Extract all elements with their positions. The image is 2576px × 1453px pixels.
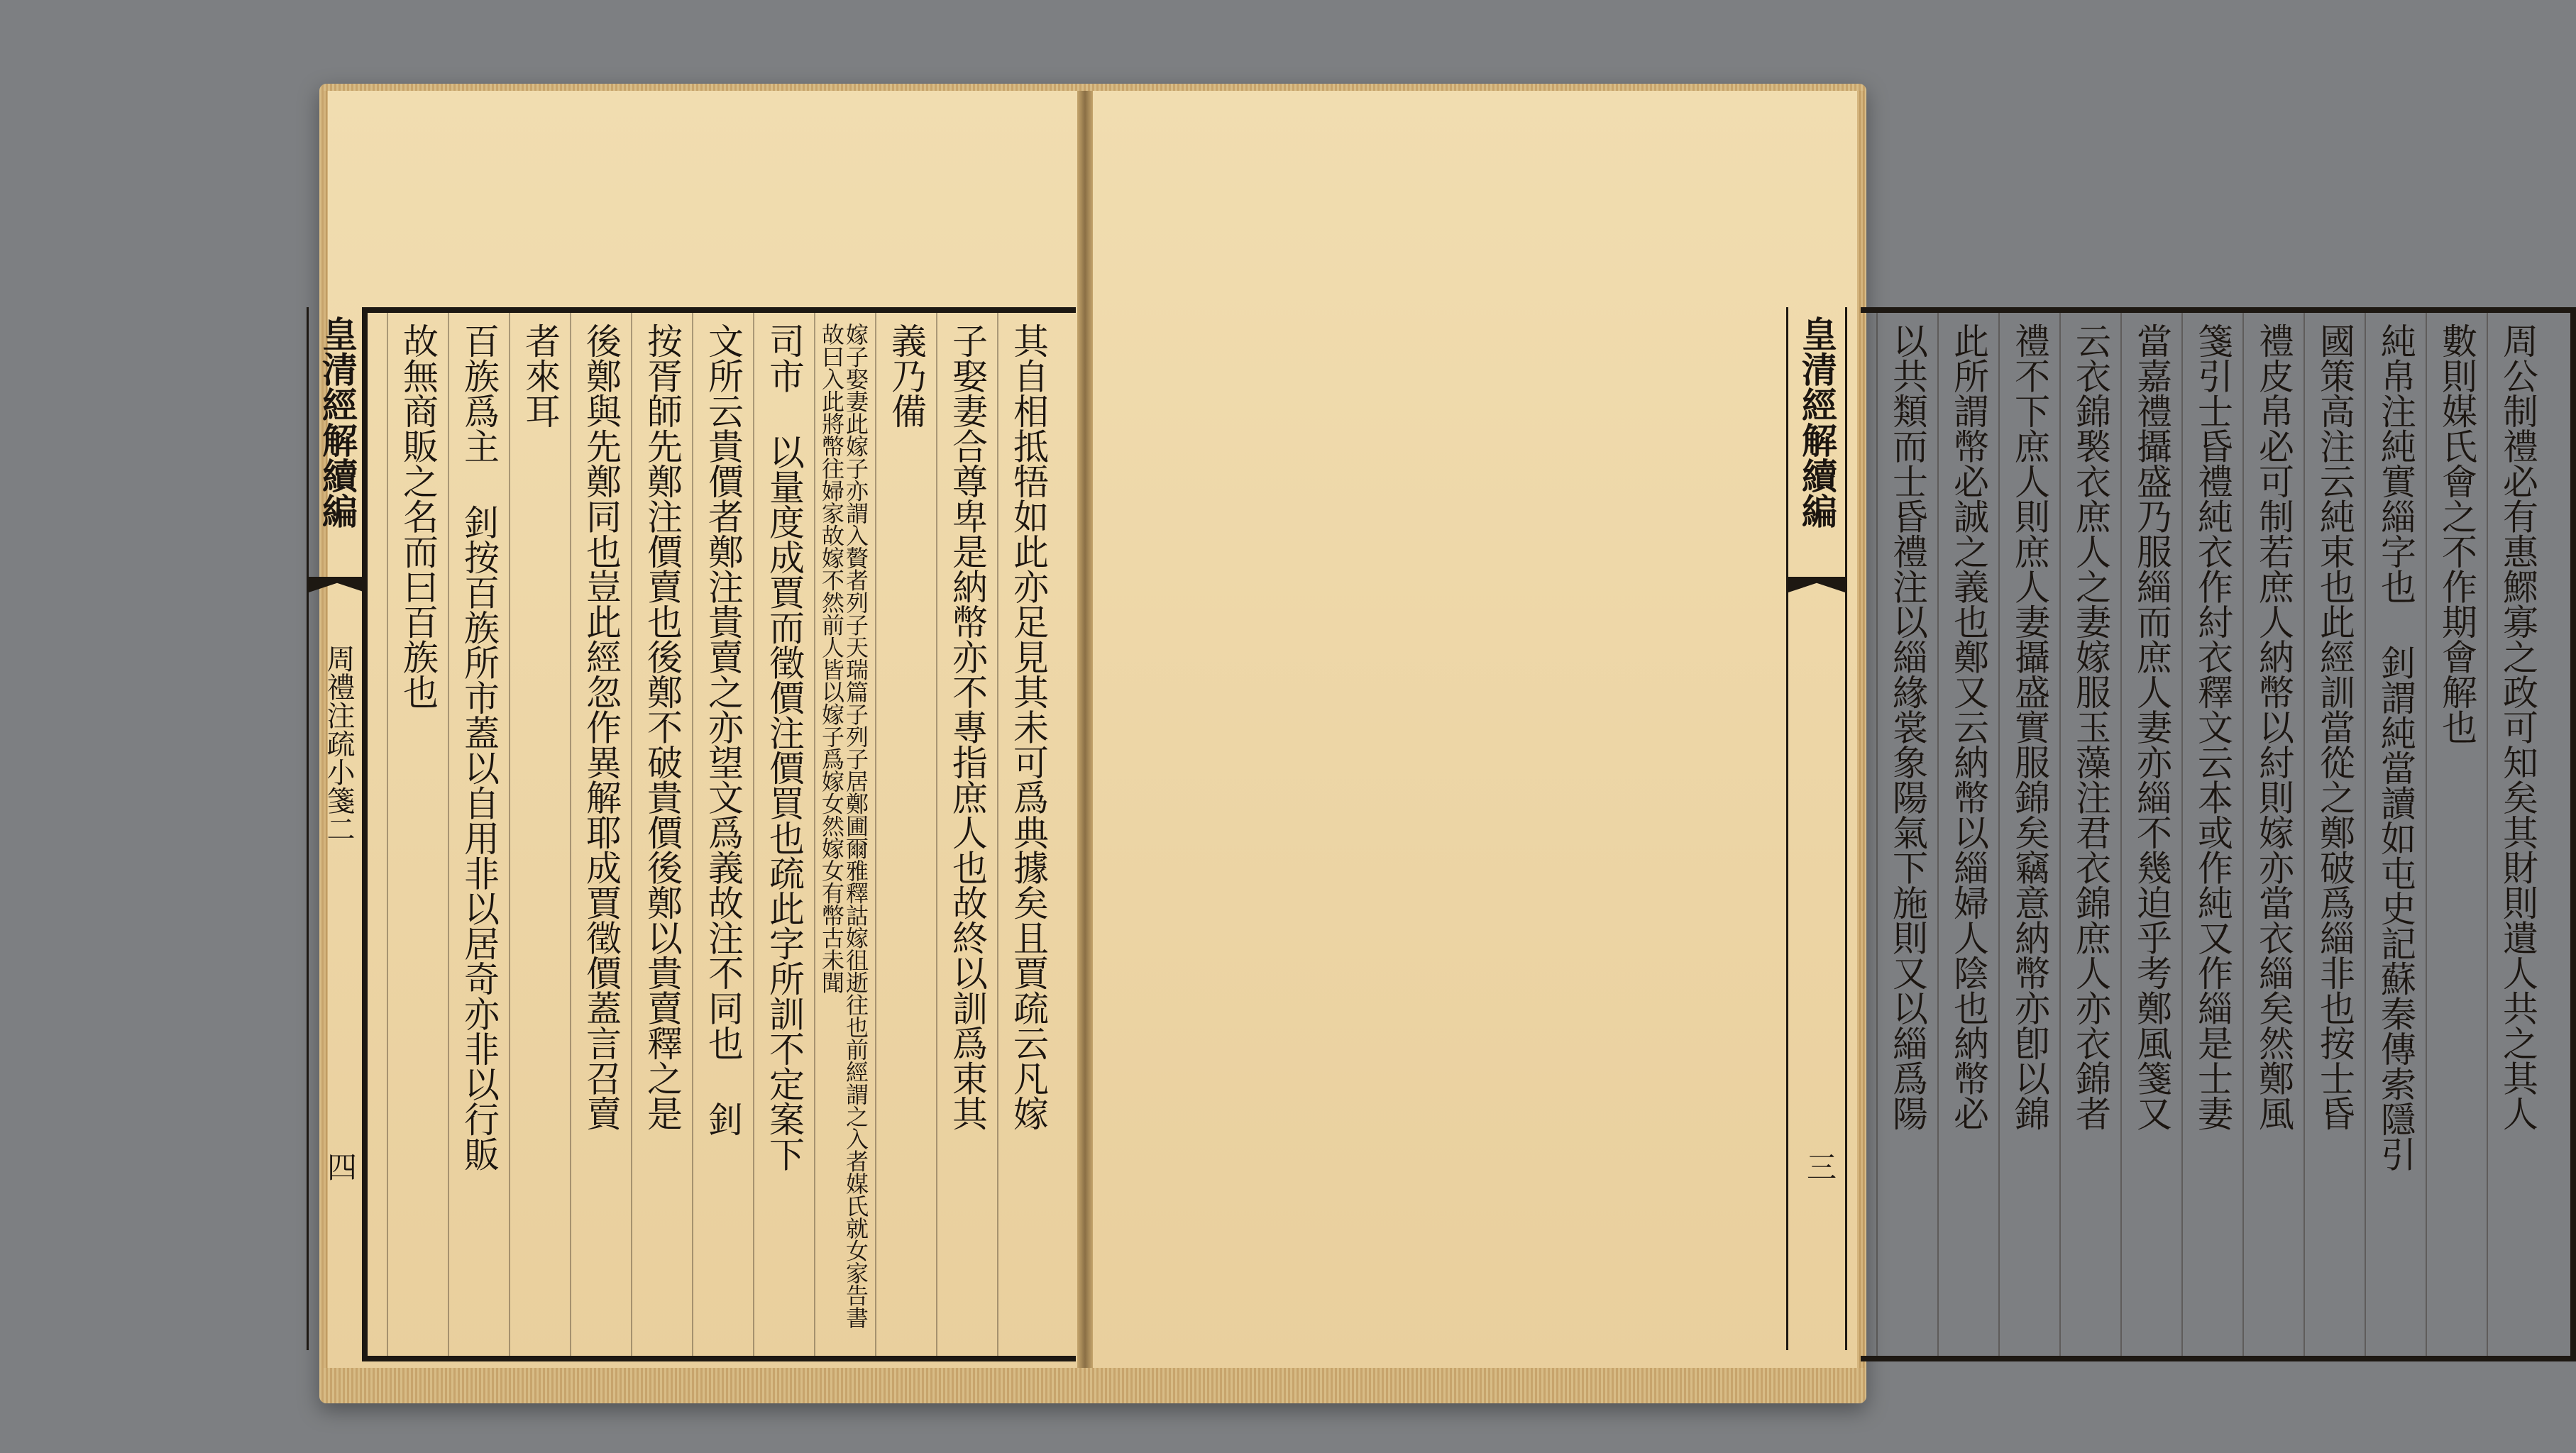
column-rule	[692, 313, 693, 1356]
column-rule	[2365, 313, 2366, 1356]
open-book	[317, 91, 2538, 1368]
column-rule	[1876, 313, 1878, 1356]
left-page-text-column: 司市 以量度成賈而徵價注價買也疏此字所訓不定案下	[764, 323, 805, 1171]
column-rule	[509, 313, 510, 1356]
column-rule	[753, 313, 754, 1356]
column-rule	[936, 313, 937, 1356]
right-page-text-column: 禮皮帛必可制若庶人納幣以紂則嫁亦當衣緇矣然鄭風	[2253, 323, 2294, 1131]
column-rule	[2059, 313, 2061, 1356]
left-margin-subtitle: 周禮注疏小箋二	[322, 644, 355, 843]
column-rule	[2120, 313, 2122, 1356]
right-page	[1087, 91, 2538, 1368]
column-rule	[448, 313, 449, 1356]
right-page-number: 三	[1802, 1151, 1837, 1181]
left-page-text-column: 其自相抵牾如此亦足見其未可爲典據矣且賈疏云凡嫁	[1008, 323, 1049, 1131]
right-page-text-column: 當嘉禮攝盛乃服緇而庶人妻亦緇不幾迫乎考鄭風箋又	[2131, 323, 2172, 1131]
column-rule	[387, 313, 388, 1356]
right-page-text-column: 以共類而士昏禮注以緇緣裳象陽氣下施則又以緇爲陽	[1887, 323, 1928, 1131]
right-page-text-column: 禮不下庶人則庶人妻攝盛實服錦矣竊意納幣亦卽以錦	[2009, 323, 2050, 1131]
left-page-text-column: 者來耳	[519, 323, 561, 429]
column-rule	[2242, 313, 2244, 1356]
right-page-text-column: 國策高注云純束也此經訓當從之鄭破爲緇非也按士昏	[2314, 323, 2355, 1131]
left-page-text-column: 嫁子娶妻此嫁子亦謂入贅者列子天瑞篇子列子居鄭圃爾雅釋詁嫁徂逝往也前經謂之入者媒氏就女家告書故曰入此將幣往婦家故嫁不然前人皆以嫁子爲嫁女然嫁女有幣古未聞	[818, 323, 869, 1329]
left-page-text-column: 百族爲主 釗按百族所市蓋以自用非以居奇亦非以行販	[458, 323, 500, 1171]
right-page-text-column: 純帛注純實緇字也 釗謂純當讀如屯史記蘇秦傳索隱引	[2375, 323, 2416, 1171]
column-rule	[1937, 313, 1939, 1356]
left-page-number: 四	[323, 1151, 358, 1181]
column-rule	[570, 313, 571, 1356]
left-page	[328, 91, 1080, 1368]
column-rule	[1998, 313, 2000, 1356]
left-page-text-column: 義乃備	[886, 323, 927, 429]
left-page-text-column: 後鄭與先鄭同也豈此經忽作異解耶成賈徵價蓋言召賣	[580, 323, 622, 1131]
right-page-text-column: 云衣錦褧衣庶人之妻嫁服玉藻注君衣錦庶人亦衣錦者	[2070, 323, 2111, 1131]
left-page-text-column: 子娶妻合尊卑是納幣亦不專指庶人也故終以訓爲束其	[947, 323, 988, 1131]
right-margin-title: 皇清經解續編	[1796, 316, 1838, 529]
left-text-block	[362, 307, 1076, 1361]
left-page-text-column: 故無商販之名而曰百族也	[397, 323, 439, 709]
left-page-text-column: 按胥師先鄭注價賣也後鄭不破貴價後鄭以貴賣釋之是	[642, 323, 683, 1131]
right-text-block	[1861, 307, 2576, 1361]
column-rule	[997, 313, 998, 1356]
right-page-text-column: 箋引士昏禮純衣作紂衣釋文云本或作純又作緇是士妻	[2192, 323, 2233, 1131]
column-rule	[2426, 313, 2427, 1356]
column-rule	[875, 313, 876, 1356]
column-rule	[2303, 313, 2305, 1356]
column-rule	[2487, 313, 2488, 1356]
left-margin-title: 皇清經解續編	[317, 316, 358, 529]
left-page-text-column: 文所云貴價者鄭注貴賣之亦望文爲義故注不同也 釗	[703, 323, 744, 1137]
fish-tail-mark	[1788, 577, 1845, 592]
right-page-text-column: 數則媒氏會之不作期會解也	[2436, 323, 2477, 744]
left-margin-strip	[307, 307, 368, 1350]
column-rule	[631, 313, 632, 1356]
column-rule	[2181, 313, 2183, 1356]
right-page-text-column: 此所謂幣必誠之義也鄭又云納幣以緇婦人陰也納幣必	[1948, 323, 1989, 1131]
right-page-text-column: 周公制禮必有惠鰥寡之政可知矣其財則遺人共之其人	[2497, 323, 2538, 1131]
fish-tail-mark	[309, 577, 365, 592]
column-rule	[814, 313, 815, 1356]
book-gutter	[1077, 91, 1093, 1368]
right-margin-strip	[1786, 307, 1847, 1350]
